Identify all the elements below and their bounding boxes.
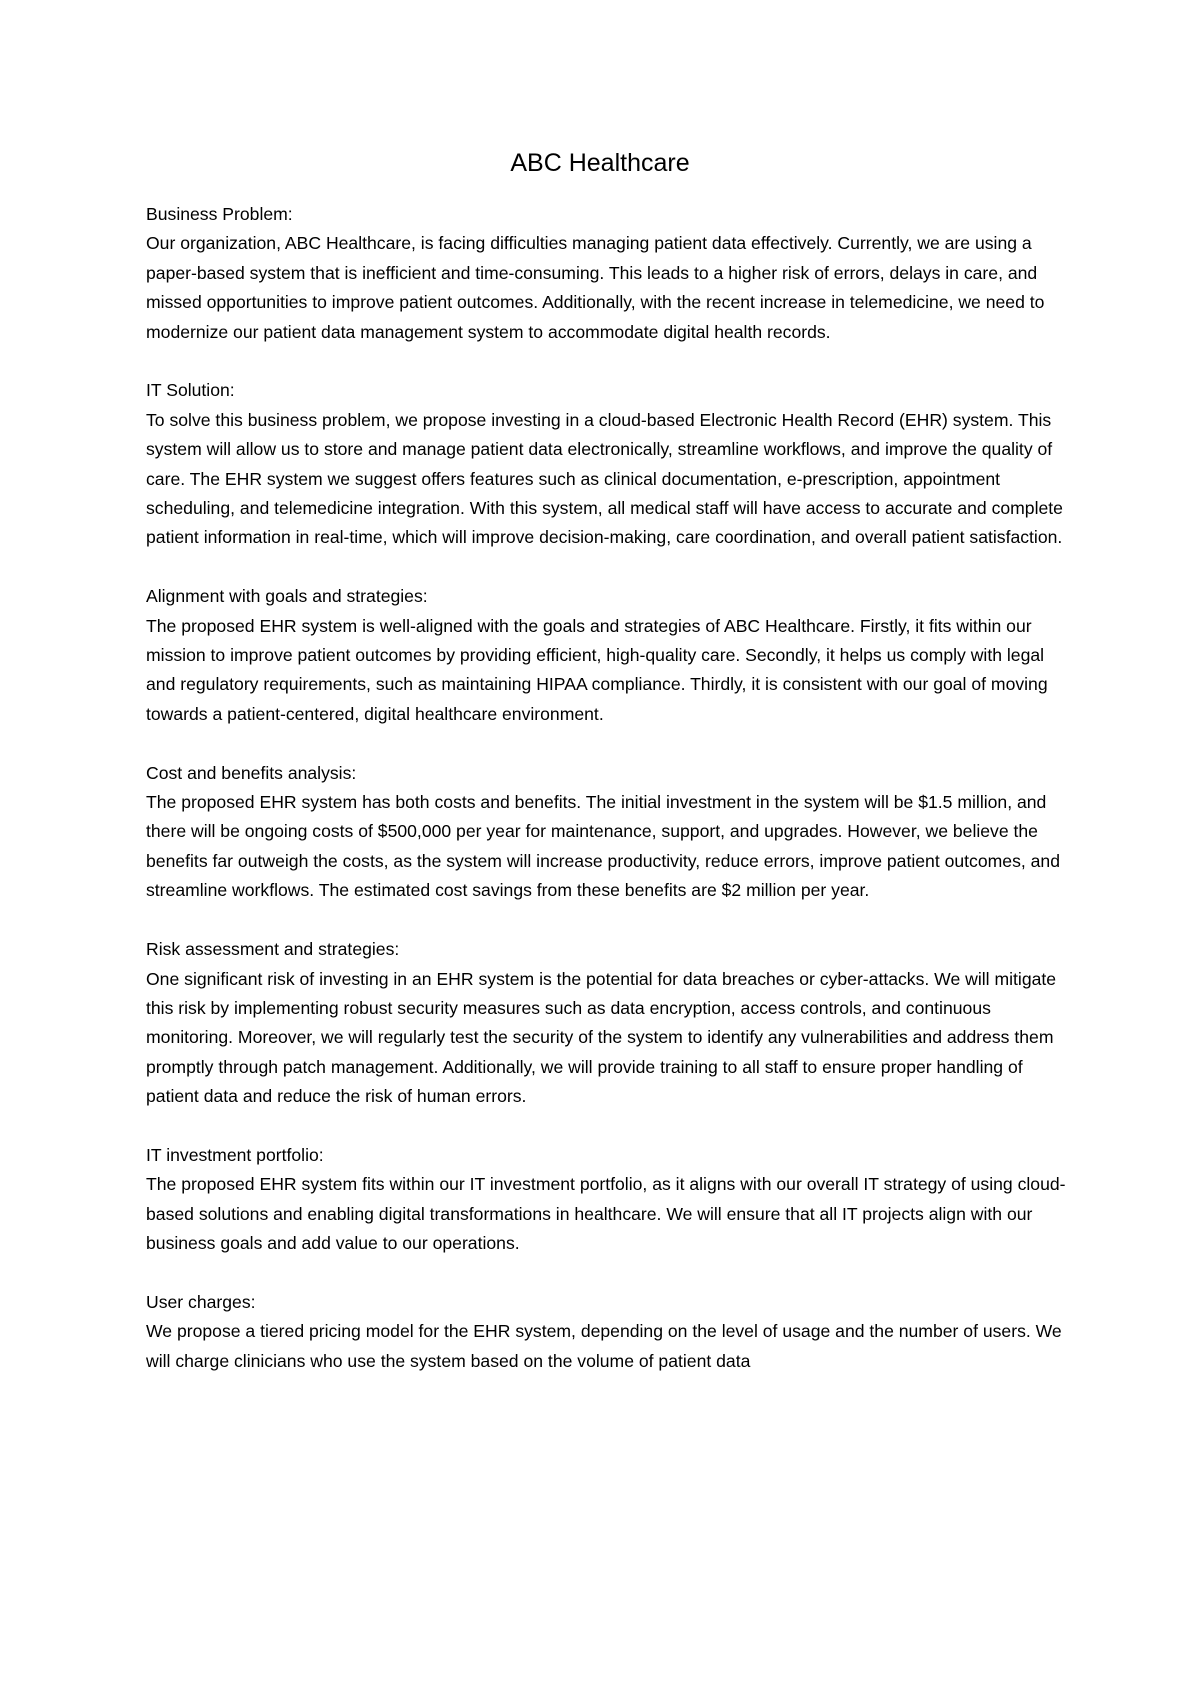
section-business-problem [146,200,1066,347]
section-user-charges [146,1288,1066,1376]
section-alignment [146,582,1066,729]
section-paragraph: Our organization, ABC Healthcare, is facing difficulties managing patient data effectively. Currently, we are using a paper-based system that is inefficient and time-consuming. This leads to a higher risk of errors, delays in care, and missed opportunities to improve patient outcomes. Additionally, with the recent increase in telemedicine, we need to modernize our patient data management system to accommodate digital health records. [146,233,1045,342]
section-heading: Business Problem: [146,204,293,224]
section-heading: IT investment portfolio: [146,1144,324,1165]
section-risk-assessment [146,935,1066,1111]
section-heading: IT Solution: [146,380,235,401]
section-investment-portfolio [146,1141,1066,1259]
section-paragraph: The proposed EHR system has both costs and benefits. The initial investment in the system will be $1.5 million, and there will be ongoing costs of $500,000 per year for maintenance, support, and upgrades. However, we believe the benefits far outweigh the costs, as the system will increase productivity, reduce errors, improve patient outcomes, and streamline workflows. The estimated cost savings from these benefits are $2 million per year. [146,792,1060,901]
document-body [146,200,1066,1376]
section-paragraph: The proposed EHR system fits within our IT investment portfolio, as it aligns with our overall IT strategy of using cloud-based solutions and enabling digital transformations in healthcare. We will ensure that all IT projects align with our business goals and add value to our operations. [146,1174,1066,1254]
section-paragraph: To solve this business problem, we propose investing in a cloud-based Electronic Health Record (EHR) system. This system will allow us to store and manage patient data electronically, streamline workflows, and improve the quality of care. The EHR system we suggest offers features such as clinical documentation, e-prescription, appointment scheduling, and telemedicine integration. With this system, all medical staff will have access to accurate and complete patient information in real-time, which will improve decision-making, care coordination, and overall patient satisfaction. [146,409,1063,548]
section-paragraph: The proposed EHR system is well-aligned with the goals and strategies of ABC Healthcare. Firstly, it fits within our mission to improve patient outcomes by providing efficient, high-quality care. Secondly, it helps us comply with legal and regulatory requirements, such as maintaining HIPAA compliance. Thirdly, it is consistent with our goal of moving towards a patient-centered, digital healthcare environment. [146,615,1048,724]
section-heading: Risk assessment and strategies: [146,939,400,960]
section-heading: Cost and benefits analysis: [146,762,357,783]
section-paragraph: We propose a tiered pricing model for the EHR system, depending on the level of usage and the number of users. We will charge clinicians who use the system based on the volume of patient data [146,1321,1062,1371]
section-paragraph: One significant risk of investing in an EHR system is the potential for data breaches or cyber-attacks. We will mitigate this risk by implementing robust security measures such as data encryption, access controls, and continuous monitoring. Moreover, we will regularly test the security of the system to identify any vulnerabilities and address them promptly through patch management. Additionally, we will provide training to all staff to ensure proper handling of patient data and reduce the risk of human errors. [146,968,1057,1107]
section-cost-benefits [146,759,1066,906]
document-title: ABC Healthcare [510,149,690,177]
section-heading: Alignment with goals and strategies: [146,586,428,607]
section-it-solution [146,376,1066,552]
section-heading: User charges: [146,1291,256,1312]
